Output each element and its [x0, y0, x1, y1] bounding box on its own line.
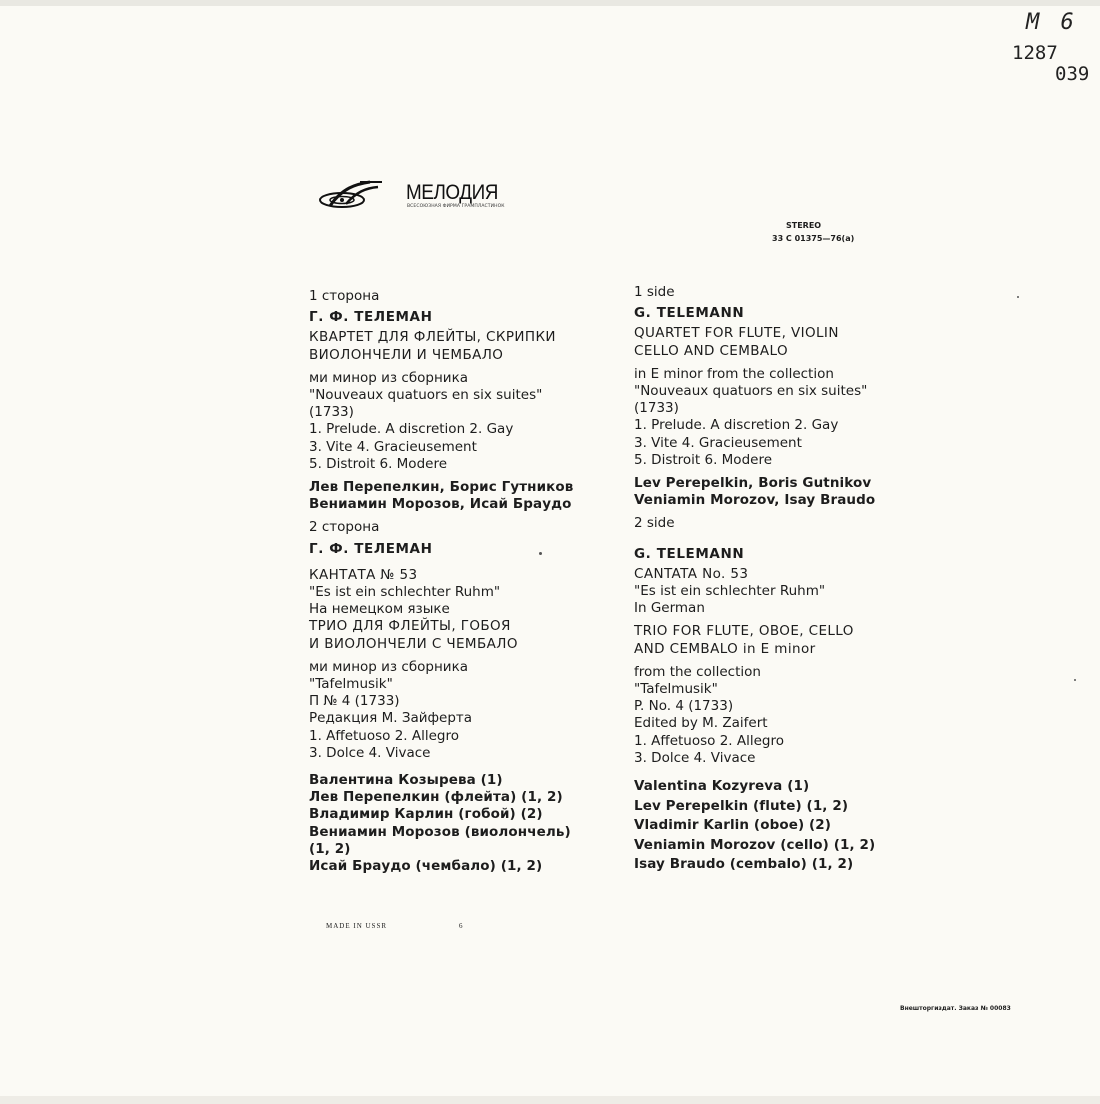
side-2-performer: Владимир Карлин (гобой) (2): [309, 806, 543, 823]
stereo-label: STEREO: [786, 221, 822, 230]
side-2-cantata-line: На немецком языке: [309, 601, 450, 618]
catalog-number: 33 С 01375—76(а): [772, 234, 855, 243]
side-2-performer: Valentina Kozyreva (1): [634, 778, 810, 795]
printer-imprint: Внешторгиздат. Заказ № 00083: [900, 1005, 1011, 1012]
side-1-title-line: ВИОЛОНЧЕЛИ И ЧЕМБАЛО: [309, 346, 504, 363]
side-2-cantata-line: "Es ist ein schlechter Ruhm": [634, 583, 826, 600]
side-1-title-line: КВАРТЕТ ДЛЯ ФЛЕЙТЫ, СКРИПКИ: [309, 329, 556, 346]
side-2-track-line: 1. Affetuoso 2. Allegro: [634, 732, 785, 749]
side-1-detail-line: "Nouveaux quatuors en six suites": [634, 383, 868, 400]
side-2-detail-line: "Tafelmusik": [309, 676, 393, 693]
english-column: [634, 284, 954, 875]
logo-wordmark: МЕЛОДИЯ: [406, 181, 498, 204]
side-2-performer: (1, 2): [309, 840, 351, 857]
side-2-detail-line: Редакция М. Зайферта: [309, 710, 473, 727]
side-2-performer: Vladimir Karlin (oboe) (2): [634, 817, 832, 834]
side-1-detail-line: ми минор из сборника: [309, 369, 469, 386]
side-2-detail-line: ми минор из сборника: [309, 658, 469, 675]
side-2-detail-line: from the collection: [634, 663, 761, 680]
handwritten-number-2: 039: [1055, 63, 1090, 85]
side-1-performers: Lev Perepelkin, Boris Gutnikov: [634, 475, 872, 492]
print-speck: [1074, 679, 1076, 681]
side-2-track-line: 3. Dolce 4. Vivace: [634, 749, 756, 766]
side-1-performers: Veniamin Morozov, Isay Braudo: [634, 492, 876, 509]
side-1-track-line: 5. Distroit 6. Modere: [309, 455, 448, 472]
side-2-detail-line: П № 4 (1733): [309, 693, 400, 710]
side-2-performer: Лев Перепелкин (флейта) (1, 2): [309, 789, 563, 806]
side-2-trio-line: AND CEMBALO in E minor: [634, 640, 816, 657]
side-2-trio-line: TRIO FOR FLUTE, OBOE, CELLO: [634, 623, 854, 640]
side-1-composer: G. TELEMANN: [634, 305, 745, 322]
page-bottom-edge: [0, 1096, 1100, 1104]
side-2-composer: Г. Ф. ТЕЛЕМАН: [309, 540, 433, 557]
side-2-cantata-line: КАНТАТА № 53: [309, 566, 418, 583]
side-2-trio-line: И ВИОЛОНЧЕЛИ С ЧЕМБАЛО: [309, 635, 518, 652]
page-top-edge: [0, 0, 1100, 6]
side-1-label: 1 side: [634, 284, 675, 300]
side-2-cantata-line: In German: [634, 600, 705, 617]
side-1-title-line: CELLO AND CEMBALO: [634, 342, 789, 359]
side-2-trio-line: ТРИО ДЛЯ ФЛЕЙТЫ, ГОБОЯ: [309, 618, 511, 635]
side-1-composer: Г. Ф. ТЕЛЕМАН: [309, 309, 433, 326]
catalog-block: [772, 219, 854, 245]
side-2-composer: G. TELEMANN: [634, 545, 745, 562]
side-1-performers: Вениамин Морозов, Исай Браудо: [309, 496, 572, 513]
handwritten-mark: M 6: [1026, 10, 1078, 35]
print-speck: [539, 552, 542, 555]
side-2-performer: Veniamin Morozov (cello) (1, 2): [634, 836, 876, 853]
melodiya-logo: [312, 176, 532, 216]
melodiya-logo-icon: [312, 178, 392, 212]
side-1-label: 1 сторона: [309, 288, 380, 304]
side-2-performer: Исай Браудо (чембало) (1, 2): [309, 858, 543, 875]
side-2-performer: Lev Perepelkin (flute) (1, 2): [634, 797, 849, 814]
russian-column: [309, 288, 629, 875]
side-2-label: 2 side: [634, 515, 675, 532]
side-2-performer: Валентина Козырева (1): [309, 772, 503, 789]
side-2-cantata-line: CANTATA No. 53: [634, 565, 749, 582]
side-1-track-line: 5. Distroit 6. Modere: [634, 451, 773, 468]
side-2-detail-line: "Tafelmusik": [634, 681, 718, 698]
side-1-track-line: 3. Vite 4. Gracieusement: [634, 434, 802, 451]
print-speck: [1017, 296, 1019, 298]
side-1-track-line: 1. Prelude. A discretion 2. Gay: [634, 417, 839, 434]
side-1-track-line: 1. Prelude. A discretion 2. Gay: [309, 421, 514, 438]
side-2-detail-line: P. No. 4 (1733): [634, 698, 734, 715]
side-2-track-line: 1. Affetuoso 2. Allegro: [309, 727, 460, 744]
side-2-track-line: 3. Dolce 4. Vivace: [309, 744, 431, 761]
side-2-performer: Вениамин Морозов (виолончель): [309, 823, 571, 840]
side-1-detail-line: "Nouveaux quatuors en six suites": [309, 387, 543, 404]
side-1-performers: Лев Перепелкин, Борис Гутников: [309, 479, 574, 496]
made-in-number: 6: [459, 922, 463, 930]
side-1-track-line: 3. Vite 4. Gracieusement: [309, 438, 477, 455]
made-in-ussr: MADE IN USSR: [326, 922, 388, 930]
handwritten-number-1: 1287: [1012, 42, 1058, 64]
side-1-detail-line: (1733): [309, 404, 354, 421]
side-1-title-line: QUARTET FOR FLUTE, VIOLIN: [634, 325, 839, 342]
side-2-performer: Isay Braudo (cembalo) (1, 2): [634, 856, 854, 873]
side-1-detail-line: (1733): [634, 400, 679, 417]
side-1-detail-line: in E minor from the collection: [634, 365, 834, 382]
logo-subtitle: ВСЕСОЮЗНАЯ ФИРМА ГРАМПЛАСТИНОК: [407, 204, 505, 209]
side-2-label: 2 сторона: [309, 519, 380, 536]
side-2-detail-line: Edited by M. Zaifert: [634, 715, 768, 732]
side-2-cantata-line: "Es ist ein schlechter Ruhm": [309, 584, 501, 601]
